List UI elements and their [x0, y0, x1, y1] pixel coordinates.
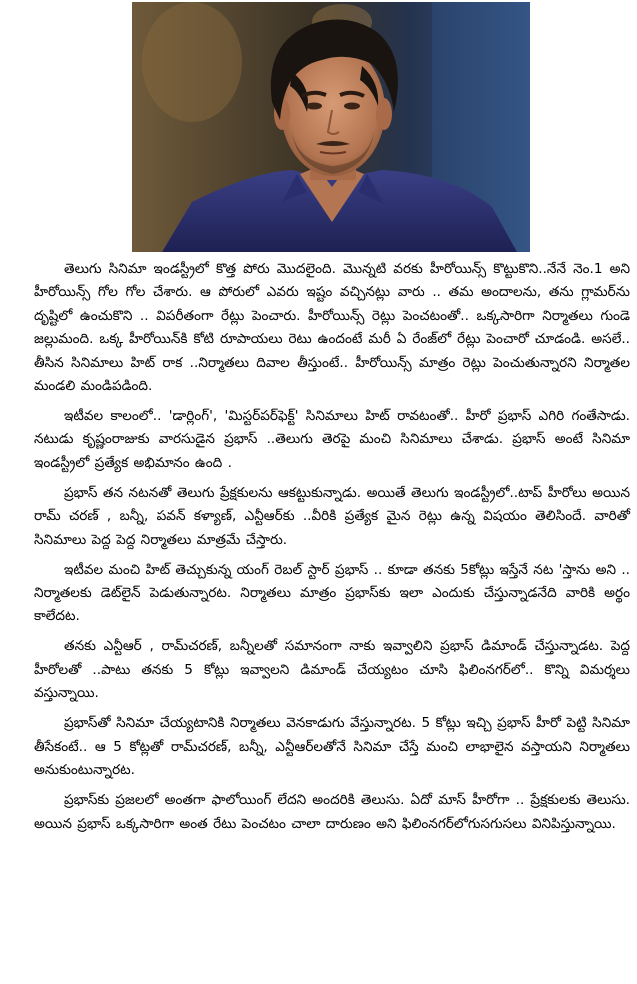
article-paragraph: తనకు ఎన్టీఆర్ , రామ్‌చరణ్, బన్నీలతో సమానంగా నాకు ఇవ్వాలిని ప్రభాస్ డిమాండ్ చేస్తున్నాడట. పెద్ద హీరోలతో ..పాటు తనకు 5 కోట్లు ఇవ్వాలని డిమాండ్ చేయ్యటం చూసి ఫిలింనగర్‌లో.. కొన్ని విమర్శలు వస్తున్నాయి. — [34, 638, 630, 702]
article-paragraph: ప్రభాస్ తన నటనతో తెలుగు ప్రేక్షకులను ఆకట్టుకున్నాడు. అయితే తెలుగు ఇండస్ట్రీలో..టాప్ హీరోలు అయిన రామ్ చరణ్ , బన్నీ, పవన్ కళ్యాణ్, ఎన్టీఆర్‌కు ..వీరికి ప్రత్యేక మైన రెట్లు ఉన్న విషయం తెలిసిందే. వారితో సినిమాలు పెద్ద పెద్ద నిర్మాతలు మాత్రమే చేస్తారు. — [34, 484, 630, 548]
actor-portrait-icon — [132, 2, 530, 252]
article-paragraph: ఇటీవల మంచి హిట్ తెచ్చుకున్న యంగ్ రెబల్ స్టార్ ప్రభాస్ .. కూడా తనకు 5కోట్లు ఇస్తేనే నట 'స్తాను అని .. నిర్మాతలకు డెట్‌లైన్ పెడుతున్నారట. నిర్మాతలు మాత్రం ప్రభాస్‌కు ఇలా ఎందుకు చేస్తున్నాడనేది వారికి అర్థం కాలేదట. — [34, 561, 630, 625]
article-body — [34, 258, 630, 843]
actor-photo — [132, 2, 530, 252]
article-paragraph: ప్రభాస్‌తో సినిమా చేయ్యటానికి నిర్మాతలు వెనకాడుగు వేస్తున్నారట. 5 కోట్లు ఇచ్చి ప్రభాస్ హీరో పెట్టి సినిమా తీసేకంటే.. ఆ 5 కోట్లతో రామ్‌చరణ్, బన్నీ, ఎన్టీఆర్‌లతోనే సినిమా చేస్తే మంచి లాభాలైన వస్తాయని నిర్మాతలు అనుకుంటున్నారట. — [34, 715, 630, 779]
article-paragraph: తెలుగు సినిమా ఇండస్ట్రీలో కొత్త పోరు మొదలైంది. మొన్నటి వరకు హీరోయిన్స్ కొట్టుకొని..నేనే నెం.1 అని హీరోయిన్స్ గోల గోల చేశారు. ఆ పోరులో ఎవరు ఇష్టం వచ్చినట్లు వారు .. తమ అందాలను, తను గ్లామర్‌ను దృష్టిలో ఉంచుకొని .. విపరీతంగా రేట్లు పెంచారు. హీరోయిన్స్ రెట్లు పెంచటంతో.. ఒక్కసారిగా నిర్మాతలు గుండె జల్లుమంది. ఒక్క హీరోయిన్‌కి కోటి రూపాయలు రెటు ఉందంటే మరీ ఏ రేంజ్‌లో రేట్లు పెంచారో చూడండి. అసలే.. తీసిన సినిమాలు హిట్ రాక ..నిర్మాతలు దివాల తీస్తుంటే.. హీరోయిన్స్ మాత్రం రెట్లు పెంచుతున్నారని నిర్మాతల మండలి మండిపడింది. — [34, 261, 630, 395]
article-paragraph: ఇటీవల కాలంలో.. 'డార్లింగ్', 'మిస్టర్‌పర్‌ఫెక్ట్' సినిమాలు హిట్ రావటంతో.. హీరో ప్రభాస్ ఎగిరి గంతేసాడు. నటుడు కృష్ణంరాజుకు వారసుడైన ప్రభాస్ ..తెలుగు తెరపై మంచి సినిమాలు చేశాడు. ప్రభాస్ అంటే సినిమా ఇండస్ట్రీలో ప్రత్యేక అభిమానం ఉంది . — [34, 408, 630, 471]
article-paragraph: ప్రభాస్‌కు ప్రజలలో అంతగా ఫాలోయింగ్ లేదని అందరికి తెలుసు. ఏదో మాస్ హీరోగా .. ప్రేక్షకులకు తెలుసు. అయిన ప్రభాస్ ఒక్కసారిగా అంత రేటు పెంచటం చాలా దారుణం అని ఫిలింనగర్‌లోగుసగుసలు వినిపిస్తున్నాయి. — [34, 792, 630, 832]
